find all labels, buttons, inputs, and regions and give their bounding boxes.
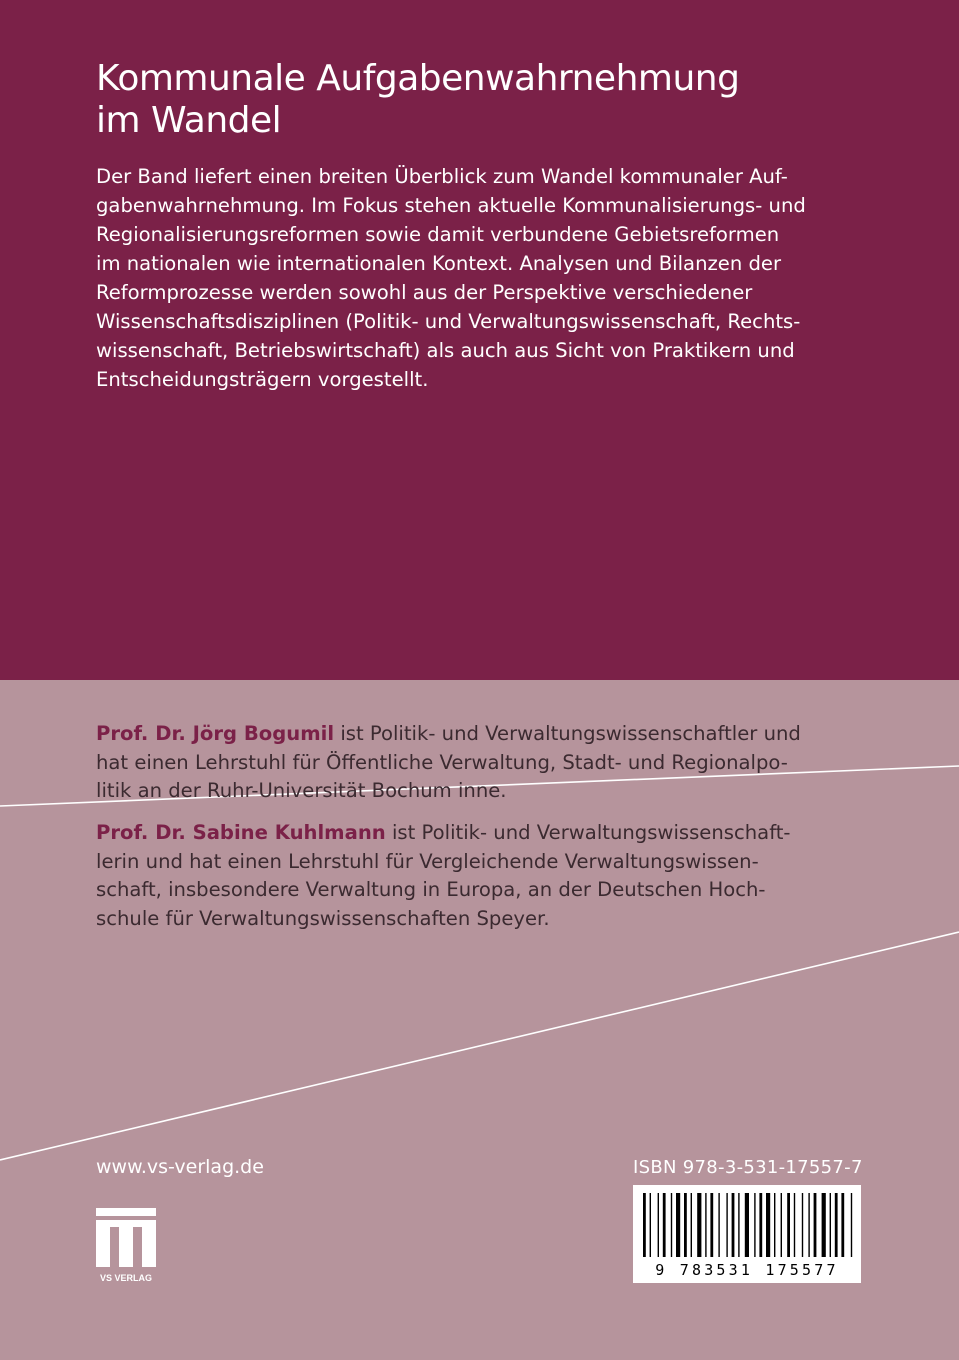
barcode-bar [851,1193,852,1257]
barcode-bar [814,1193,817,1257]
barcode-bar [759,1193,762,1257]
book-title-line: im Wandel [96,100,282,141]
barcode-bar [787,1193,790,1257]
description-line: Reformprozesse werden sowohl aus der Perspektive verschiedener [96,281,753,304]
author-bio-line: litik an der Ruhr-Universität Bochum inne. [96,779,507,802]
barcode-bar [830,1193,831,1257]
barcode-bar [658,1193,659,1257]
barcode-bar [766,1193,770,1257]
barcode-bar [732,1193,735,1257]
author-bio-text: ist Politik- und Verwaltungswissenschaftler und [334,722,801,745]
barcode-bar [643,1193,646,1257]
barcode-bar [663,1193,666,1257]
barcode-bar [697,1193,701,1257]
publisher-logo-text: VS VERLAG [99,1273,153,1283]
barcode-bar [794,1193,795,1257]
barcode-bar [822,1193,826,1257]
publisher-url: www.vs-verlag.de [96,1156,264,1178]
barcode-bar [781,1193,782,1257]
barcode-bar [802,1193,803,1257]
barcode-bar [710,1193,713,1257]
book-description [96,162,866,394]
description-line: Entscheidungsträgern vorgestellt. [96,368,429,391]
book-title-line: Kommunale Aufgabenwahrnehmung [96,58,740,99]
description-line: gabenwahrnehmung. Im Fokus stehen aktuelle Kommunalisierungs- und [96,194,806,217]
description-line: Regionalisierungsreformen sowie damit verbundene Gebietsreformen [96,223,780,246]
description-line: Der Band liefert einen breiten Überblick zum Wandel kommunaler Auf- [96,165,788,188]
barcode-bar [650,1193,651,1257]
barcode [633,1185,861,1283]
barcode-bar [726,1193,727,1257]
author-name: Prof. Dr. Jörg Bogumil [96,722,335,745]
cover-bottom-panel [0,680,959,1360]
description-line: wissenschaft, Betriebswirtschaft) als auch aus Sicht von Praktikern und [96,339,795,362]
description-line: Wissenschaftsdisziplinen (Politik- und Verwaltungswissenschaft, Rechts- [96,310,801,333]
author-bio-line: lerin und hat einen Lehrstuhl für Vergleichende Verwaltungswissen- [96,849,759,873]
barcode-bar [718,1193,719,1257]
barcode-bar [671,1193,672,1257]
barcode-bar [705,1193,706,1257]
barcode-bar [808,1193,809,1257]
barcode-bar [841,1193,844,1257]
barcode-bar [745,1193,749,1257]
author-bio-text: ist Politik- und Verwaltungswissenschaft- [385,821,791,844]
author-bio-line: schaft, insbesondere Verwaltung in Europa, an der Deutschen Hoch- [96,878,766,901]
isbn-label: ISBN 978-3-531-17557-7 [633,1157,863,1178]
barcode-digits: 9 783531 175577 [655,1261,839,1279]
author-bio-line: schule für Verwaltungswissenschaften Speyer. [96,906,550,930]
barcode-bar [754,1193,755,1257]
vs-verlag-logo-icon [96,1208,156,1284]
barcode-bar [738,1193,739,1257]
barcode-bar [676,1193,680,1257]
book-title [96,58,739,142]
barcode-bar [774,1193,775,1257]
barcode-bar [684,1193,687,1257]
barcode-bar [835,1193,838,1257]
author-bio-bogumil [96,720,876,806]
author-bio-kuhlmann [96,819,876,933]
author-bio-line: hat einen Lehrstuhl für Öffentliche Verwaltung, Stadt- und Regionalpo- [96,750,788,774]
author-name: Prof. Dr. Sabine Kuhlmann [96,821,386,844]
description-line: im nationalen wie internationalen Kontext. Analysen und Bilanzen der [96,252,782,275]
barcode-bar [691,1193,692,1257]
